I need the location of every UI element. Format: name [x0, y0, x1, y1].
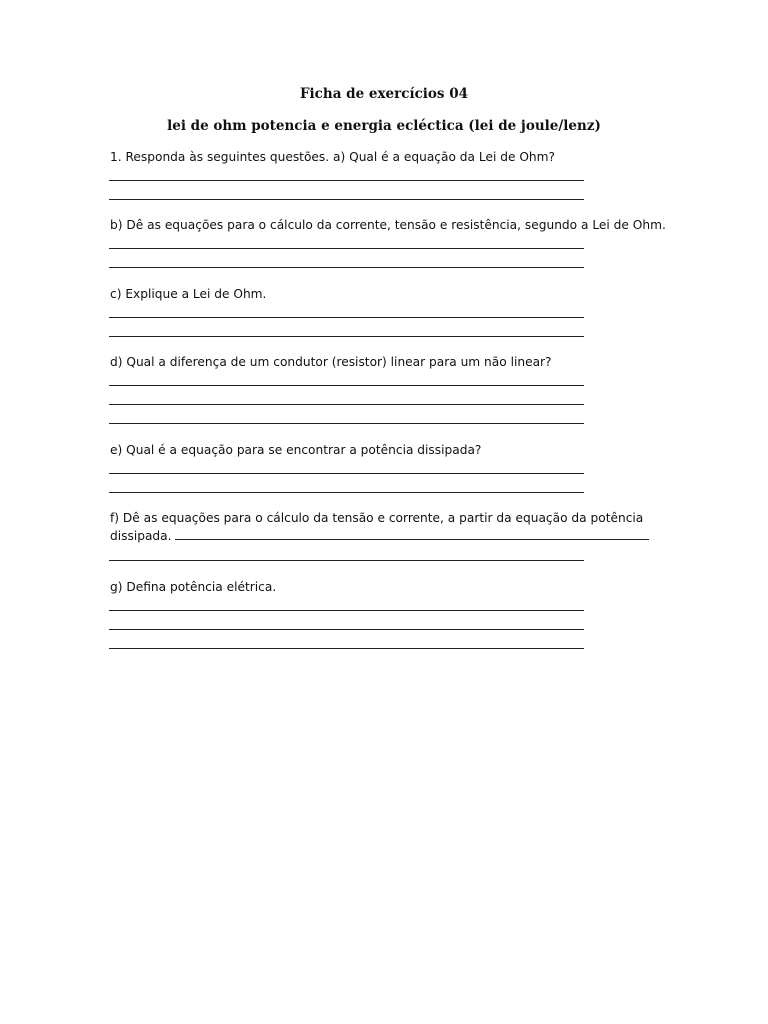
answer-line [109, 629, 584, 630]
answer-line [109, 336, 584, 337]
question-f-text: dissipada. [110, 529, 172, 543]
question-f-line1: f) Dê as equações para o cálculo da tensão e corrente, a partir da equação da potência [110, 511, 644, 525]
answer-line [109, 473, 584, 474]
answer-line-inline [175, 539, 649, 540]
question-b: b) Dê as equações para o cálculo da corrente, tensão e resistência, segundo a Lei de Ohm. [110, 218, 666, 232]
answer-line [109, 248, 584, 249]
answer-line [109, 385, 584, 386]
question-c: c) Explique a Lei de Ohm. [110, 287, 267, 301]
answer-line [109, 317, 584, 318]
answer-line [109, 180, 584, 181]
document-subtitle: lei de ohm potencia e energia ecléctica (lei de joule/lenz) [167, 118, 601, 134]
answer-line [109, 423, 584, 424]
question-e: e) Qual é a equação para se encontrar a potência dissipada? [110, 443, 482, 457]
answer-line [109, 404, 584, 405]
answer-line [109, 648, 584, 649]
answer-line [109, 492, 584, 493]
answer-line [109, 199, 584, 200]
document-title: Ficha de exercícios 04 [299, 86, 469, 102]
answer-line [109, 267, 584, 268]
answer-line [109, 610, 584, 611]
question-g: g) Defina potência elétrica. [110, 580, 277, 594]
question-d: d) Qual a diferença de um condutor (resistor) linear para um não linear? [110, 355, 552, 369]
question-f-line2 [110, 527, 649, 545]
answer-line [109, 560, 584, 561]
question-1a: 1. Responda às seguintes questões. a) Qual é a equação da Lei de Ohm? [110, 150, 555, 164]
